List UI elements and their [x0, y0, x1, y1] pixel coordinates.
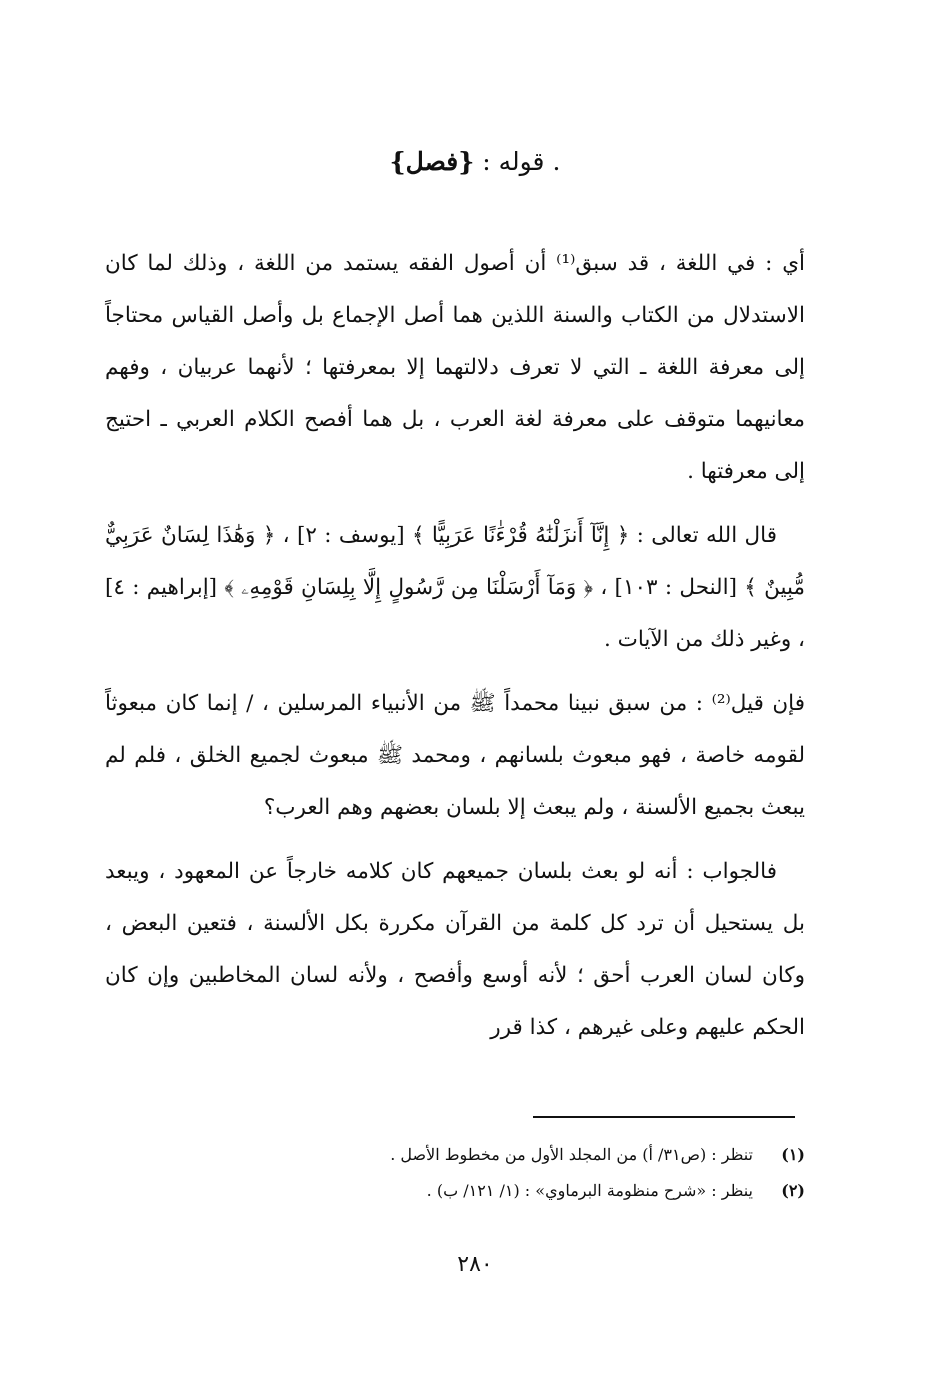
paragraph-quran-verses: قال الله تعالى : ﴿ إِنَّآ أَنزَلْنَٰهُ قُرْءَٰنًا عَرَبِيًّا ﴾ [يوسف : ٢] ، ﴿ وَهَٰذَا لِسَانٌ عَرَبِيٌّ مُّبِينٌ ﴾ [النحل : ١٠٣] ، ﴿ وَمَآ أَرْسَلْنَا مِن رَّسُولٍ إِلَّا بِلِسَانِ قَوْمِهِۦ ﴾ [إبراهيم : ٤] ، وغير ذلك من الآيات .	[105, 523, 805, 652]
footnote-item	[105, 1137, 805, 1173]
footnote-text: ينظر : «شرح منظومة البرماوي» : (١/ ١٢١/ ب) .	[426, 1181, 753, 1200]
section-heading	[0, 140, 950, 184]
paragraph-objection: فإن قيل⁽²⁾ : من سبق نبينا محمداً ﷺ من الأنبياء المرسلين ، / إنما كان مبعوثاً لقومه خاصة ، فهو مبعوث بلسانهم ، ومحمد ﷺ مبعوث لجميع الخلق ، فلم لم يبعث بجميع الألسنة ، ولم يبعث إلا بلسان بعضهم وهم العرب؟	[105, 691, 806, 820]
heading-title: {فصل}	[389, 147, 475, 176]
footnote-divider	[533, 1116, 795, 1118]
footnotes	[105, 1137, 805, 1209]
footnote-number: (٢)	[781, 1181, 805, 1200]
main-text	[105, 238, 805, 1066]
heading-prefix: قوله :	[474, 147, 545, 176]
footnote-number: (١)	[781, 1145, 805, 1164]
footnote-item	[105, 1173, 805, 1209]
page-number: ٢٨٠	[457, 1252, 493, 1277]
footnote-text: تنظر : (ص٣١/ أ) من المجلد الأول من مخطوط الأصل .	[390, 1145, 753, 1164]
paragraph-answer: فالجواب : أنه لو بعث بلسان جميعهم كان كلامه خارجاً عن المعهود ، ويبعد بل يستحيل أن ترد كل كلمة من القرآن مكررة بكل الألسنة ، فتعين البعض ، وكان لسان العرب أحق ؛ لأنه أوسع وأفصح ، ولأنه لسان المخاطبين وإن كان الحكم عليهم وعلى غيرهم ، كذا قرر	[105, 859, 805, 1040]
paragraph-intro: أي : في اللغة ، قد سبق⁽¹⁾ أن أصول الفقه يستمد من اللغة ، وذلك لما كان الاستدلال من الكتاب والسنة اللذين هما أصل الإجماع بل وأصل القياس محتاجاً إلى معرفة اللغة ـ التي لا تعرف دلالتهما إلا بمعرفتها ؛ لأنهما عربيان ، وفهم معانيهما متوقف على معرفة لغة العرب ، بل هما أفصح الكلام العربي ـ احتيج إلى معرفتها .	[105, 251, 805, 484]
heading-suffix: .	[544, 147, 561, 176]
